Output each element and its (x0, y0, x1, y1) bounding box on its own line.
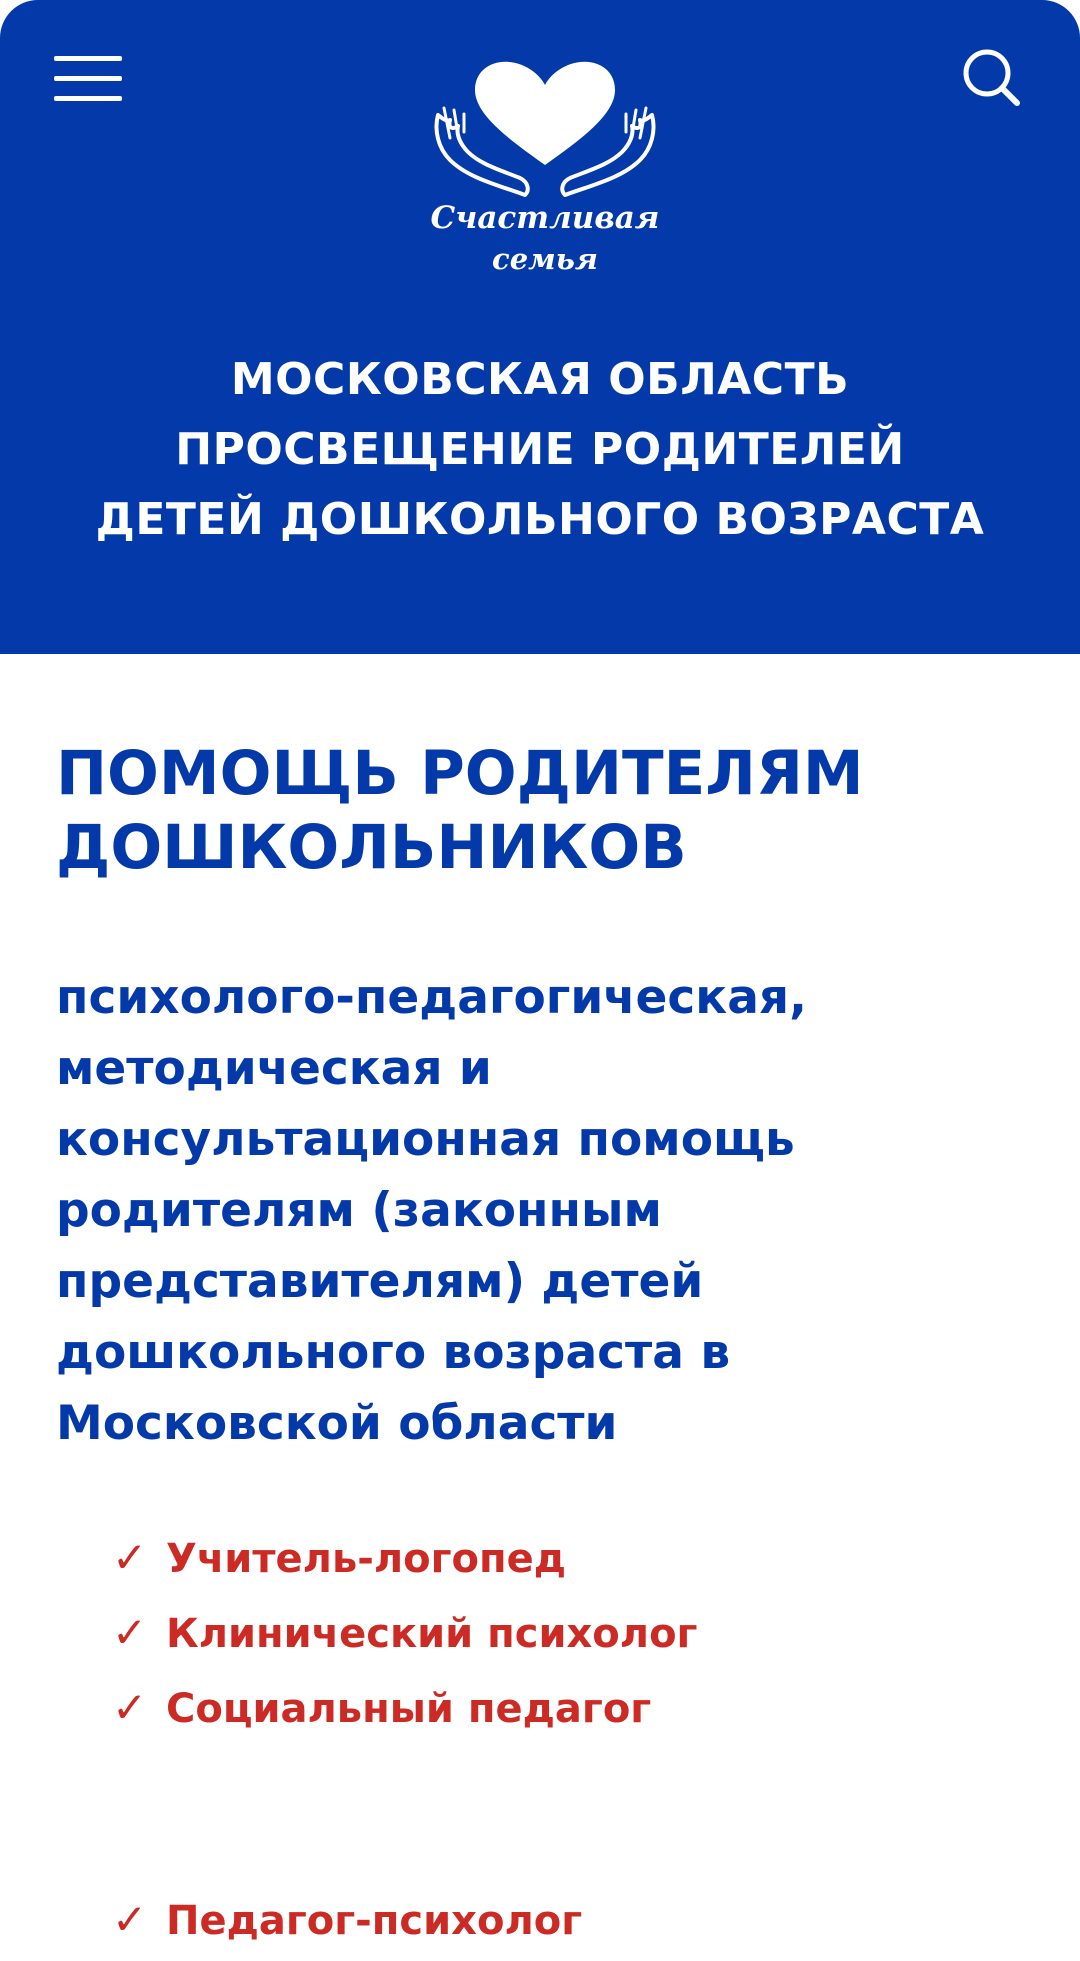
menu-bar (54, 76, 122, 81)
menu-bar (54, 56, 122, 61)
checkmark-icon: ✓ (112, 1683, 148, 1732)
specialist-list (112, 1520, 1012, 1745)
checkmark-icon: ✓ (112, 1608, 148, 1657)
specialist-label: Социальный педагог (166, 1686, 652, 1732)
region-title-line: ПРОСВЕЩЕНИЕ РОДИТЕЛЕЙ (175, 424, 905, 475)
description-line: Московской области (56, 1396, 618, 1451)
site-logo[interactable] (430, 60, 660, 285)
logo-text-line1: Счастливая (430, 200, 660, 236)
specialist-item (112, 1520, 1012, 1595)
description-line: консультационная помощь (56, 1112, 795, 1167)
region-title-line: МОСКОВСКАЯ ОБЛАСТЬ (230, 354, 850, 405)
description-line: психолого-педагогическая, (56, 970, 807, 1025)
site-header (0, 0, 1080, 654)
checkmark-icon: ✓ (112, 1533, 148, 1582)
region-title (40, 345, 1040, 555)
hamburger-menu-icon[interactable] (54, 56, 122, 102)
specialist-item (112, 1670, 1012, 1745)
menu-bar (54, 96, 122, 101)
specialist-item (112, 1880, 582, 1960)
specialist-item (112, 1595, 1012, 1670)
specialist-label: Клинический психолог (166, 1611, 698, 1657)
description-line: дошкольного возраста в (56, 1325, 731, 1380)
page-title-line: ДОШКОЛЬНИКОВ (56, 812, 687, 883)
specialist-label: Учитель-логопед (166, 1536, 567, 1582)
search-icon[interactable] (960, 46, 1022, 108)
logo-text-line2: семья (492, 242, 598, 276)
heart-in-hands-icon (430, 60, 660, 200)
description-line: представителям) детей (56, 1254, 704, 1309)
checkmark-icon: ✓ (112, 1895, 148, 1944)
description-line: родителям (законным (56, 1183, 662, 1238)
page-title (56, 737, 1036, 885)
specialist-label: Педагог-психолог (166, 1898, 583, 1944)
region-title-line: ДЕТЕЙ ДОШКОЛЬНОГО ВОЗРАСТА (95, 494, 985, 545)
page-title-line: ПОМОЩЬ РОДИТЕЛЯМ (56, 738, 864, 809)
description-line: методическая и (56, 1041, 492, 1096)
service-description (56, 962, 1036, 1459)
